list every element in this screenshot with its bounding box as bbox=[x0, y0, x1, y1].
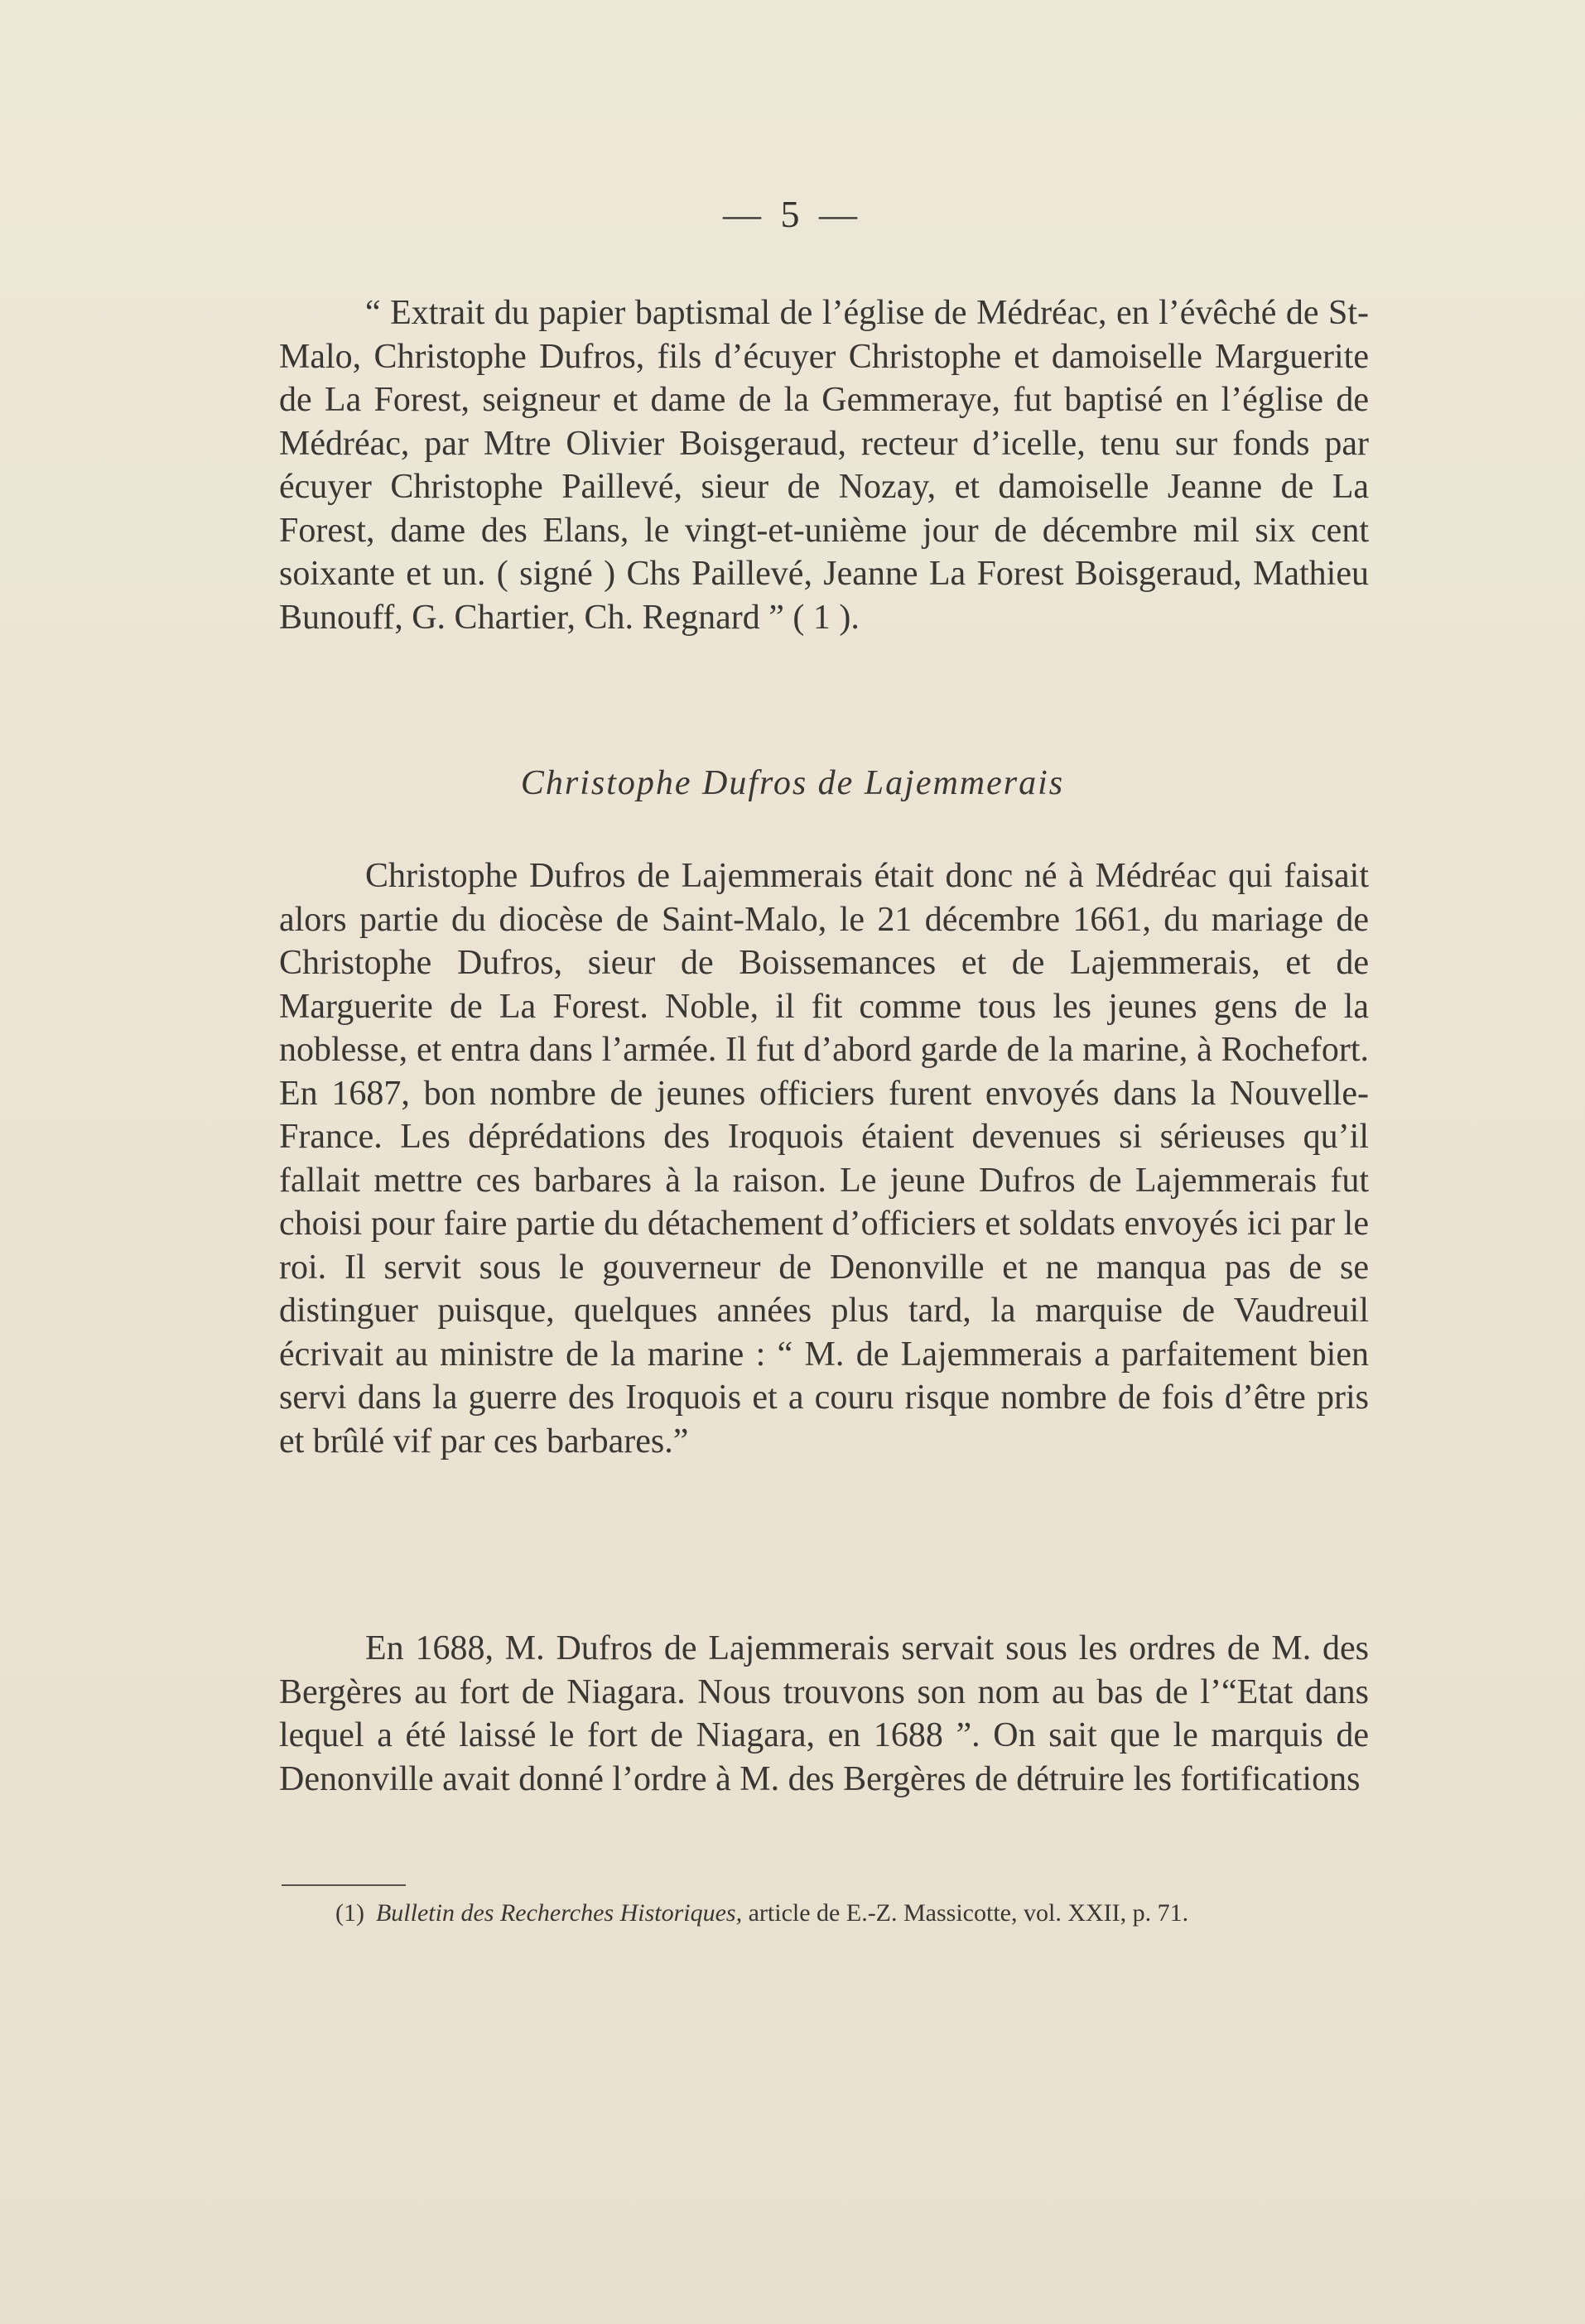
paragraph-biography bbox=[279, 854, 1369, 1463]
footnote-source-title: Bulletin des Recherches Historiques, bbox=[375, 1899, 743, 1927]
footnote-number: (1) bbox=[335, 1899, 364, 1927]
paragraph-text: “ Extrait du papier baptismal de l’église de Médréac, en l’évêché de St-Malo, Christophe Dufros, fils d’écuyer Christophe et damoiselle Marguerite de La Forest, seigneur et dame de la Gemmeraye, fut baptisé en l’église de Médréac, par Mtre Olivier Boisgeraud, recteur d’icelle, tenu sur fonds par écuyer Christophe Paillevé, sieur de Nozay, et damoiselle Jeanne de La Forest, dame des Elans, le vingt-et-unième jour de décembre mil six cent soixante et un. ( signé ) Chs Paillevé, Jeanne La Forest Boisgeraud, Mathieu Bunouff, G. Chartier, Ch. Regnard ” ( 1 ). bbox=[279, 294, 1369, 637]
paragraph-niagara bbox=[279, 1627, 1369, 1801]
page-number: — 5 — bbox=[723, 193, 862, 235]
paragraph-baptismal-extract bbox=[279, 291, 1369, 639]
section-heading: Christophe Dufros de Lajemmerais bbox=[520, 764, 1065, 802]
footnote-text: article de E.-Z. Massicotte, vol. XXII, p. 71. bbox=[748, 1899, 1189, 1927]
footnote-divider bbox=[282, 1884, 406, 1886]
footnote bbox=[279, 1898, 1369, 1929]
paragraph-text: En 1688, M. Dufros de Lajemmerais servait sous les ordres de M. des Bergères au fort de Niagara. Nous trouvons son nom au bas de l’“Etat dans lequel a été laissé le fort de Niagara, en 1688 ”. On sait que le marquis de Denonville avait donné l’ordre à M. des Bergères de détruire les fortifications bbox=[279, 1629, 1369, 1798]
paragraph-text: Christophe Dufros de Lajemmerais était donc né à Médréac qui faisait alors partie du diocèse de Saint-Malo, le 21 décembre 1661, du mariage de Christophe Dufros, sieur de Boissemances et de Lajemmerais, et de Marguerite de La Forest. Noble, il fit comme tous les jeunes gens de la noblesse, et entra dans l’armée. Il fut d’abord garde de la marine, à Rochefort. En 1687, bon nombre de jeunes officiers furent envoyés dans la Nouvelle-France. Les déprédations des Iroquois étaient devenues si sérieuses qu’il fallait mettre ces barbares à la raison. Le jeune Dufros de Lajemmerais fut choisi pour faire partie du détachement d’officiers et soldats envoyés ici par le roi. Il servit sous le gouverneur de Denonville et ne manqua pas de se distinguer puisque, quelques années plus tard, la marquise de Vaudreuil écrivait au ministre de la marine : “ M. de Lajemmerais a parfaitement bien servi dans la guerre des Iroquois et a couru risque nombre de fois d’être pris et brûlé vif par ces barbares.” bbox=[279, 857, 1369, 1460]
